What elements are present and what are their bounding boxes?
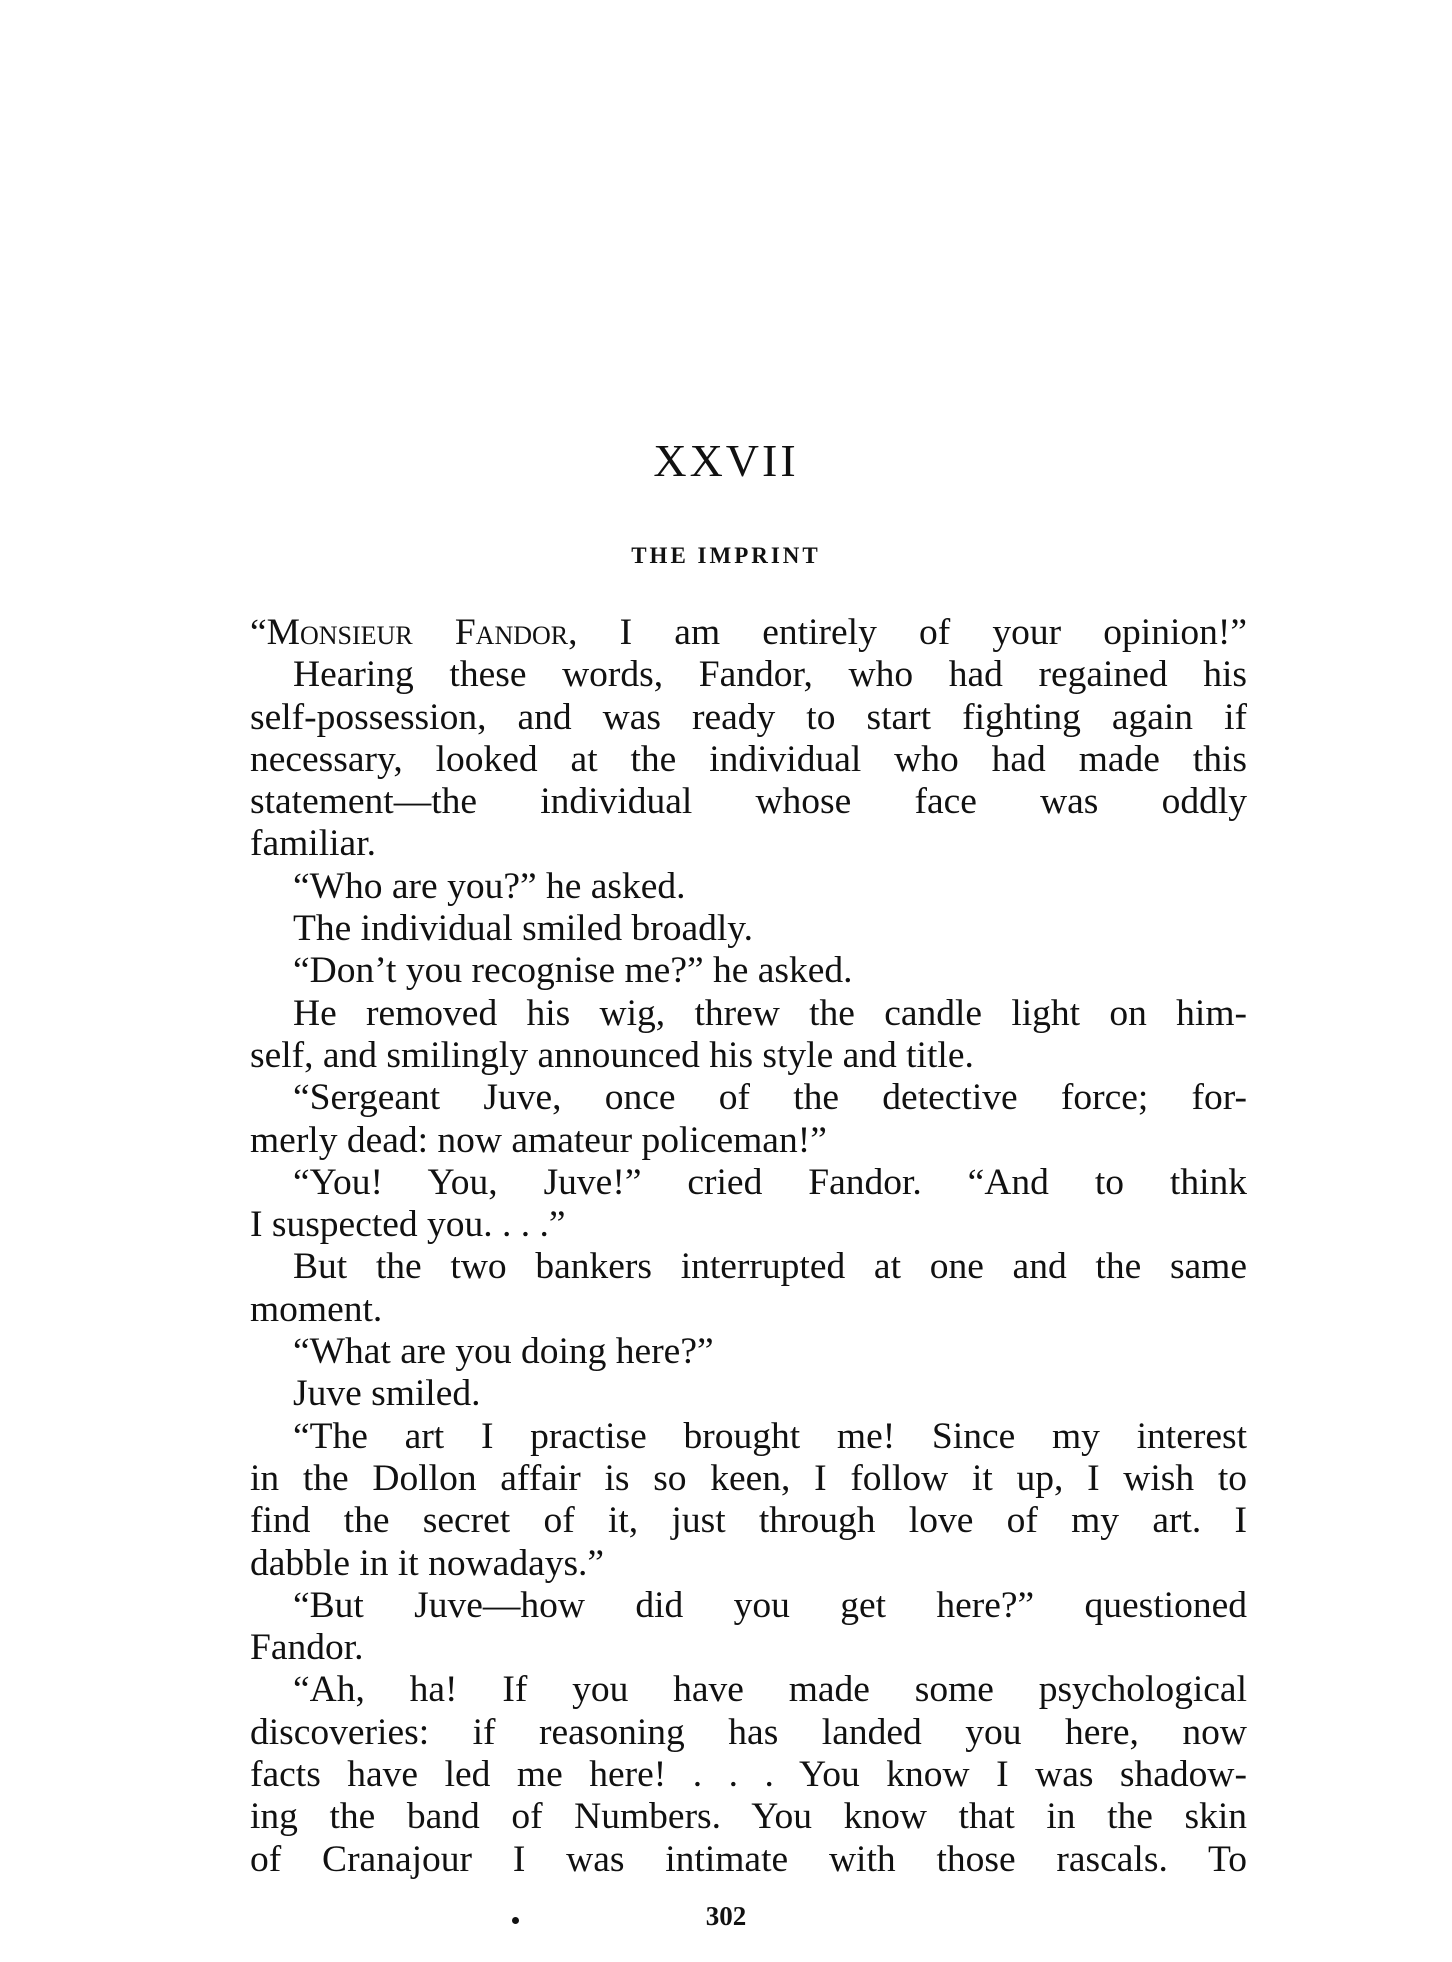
text-line: moment. [250,1288,383,1330]
text-line: discoveries: if reasoning has landed you here, now [250,1711,1247,1753]
text-line: merly dead: now amateur policeman!” [250,1119,827,1161]
text-line: Fandor. [250,1627,364,1669]
body-text [250,612,1247,1881]
text-line: “Who are you?” he asked. [293,865,686,907]
text-line: self-possession, and was ready to start fighting again if [250,696,1247,738]
text-line: “But Juve—how did you get here?” questioned [293,1584,1247,1626]
text-line: The individual smiled broadly. [293,908,753,950]
text-line: of Cranajour I was intimate with those rascals. To [250,1838,1247,1880]
text-line: “Ah, ha! If you have made some psychological [293,1669,1247,1711]
text-line: facts have led me here! . . . You know I was shadow- [250,1754,1247,1796]
text-line: statement—the individual whose face was oddly [250,781,1247,823]
text-line: I suspected you. . . .” [250,1204,566,1246]
text-line: ing the band of Numbers. You know that in the skin [250,1796,1247,1838]
text-line: “What are you doing here?” [293,1331,714,1373]
page-number: 302 [705,1901,747,1931]
text-line: Juve smiled. [293,1373,481,1415]
chapter-number: XXVII [653,435,799,486]
chapter-title: THE IMPRINT [631,543,821,568]
opening-small-caps: “Monsieur Fandor, [250,612,578,653]
text-line [250,612,1247,654]
text-line: familiar. [250,823,376,865]
text-line: He removed his wig, threw the candle light on him- [293,992,1247,1034]
text-line: find the secret of it, just through love of my art. I [250,1500,1247,1542]
text-line: in the Dollon affair is so keen, I follow it up, I wish to [250,1457,1247,1499]
text-line: “Don’t you recognise me?” he asked. [293,950,853,992]
text-line: dabble in it nowadays.” [250,1542,605,1584]
text-line: “Sergeant Juve, once of the detective force; for- [293,1077,1247,1119]
text-line: But the two bankers interrupted at one and the same [293,1246,1247,1288]
text-line: “You! You, Juve!” cried Fandor. “And to think [293,1161,1247,1203]
text-line: “The art I practise brought me! Since my interest [293,1415,1247,1457]
text-line: necessary, looked at the individual who had made this [250,738,1247,780]
text-line: self, and smilingly announced his style and title. [250,1034,974,1076]
opening-rest: I am entirely of your opinion!” [577,612,1247,653]
text-line: Hearing these words, Fandor, who had regained his [293,654,1247,696]
